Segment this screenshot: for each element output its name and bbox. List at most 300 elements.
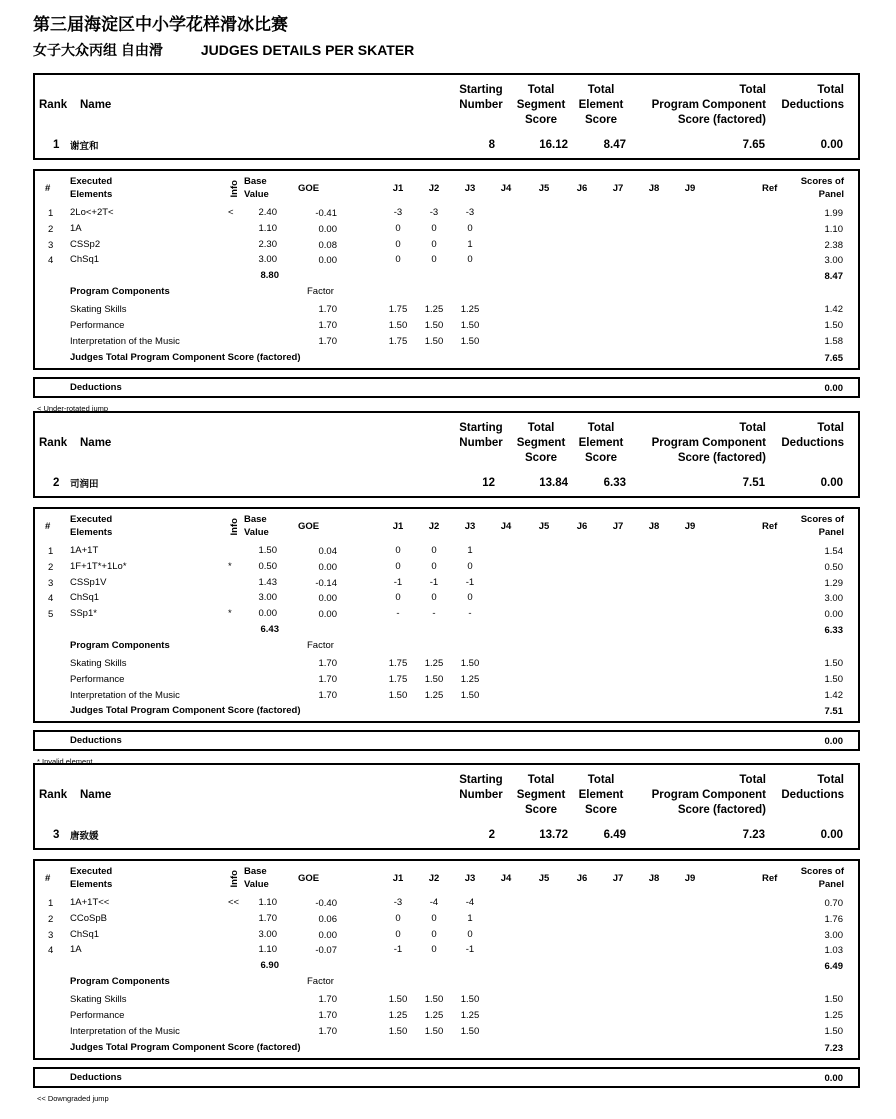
deductions-box (33, 377, 860, 398)
base-value-header: Value (244, 189, 269, 200)
judge-score: 1.50 (424, 994, 444, 1006)
element-panel-score: 1.76 (824, 913, 843, 925)
component-name: Skating Skills (70, 658, 127, 669)
legend-note: < Under-rotated jump (37, 403, 109, 413)
starting-header: Starting (459, 422, 503, 434)
deductions-header: Total (817, 422, 844, 434)
judge-score: 1.25 (460, 1010, 480, 1021)
pcs-header: Program Component (651, 99, 766, 111)
executed-elements-header: Elements (70, 527, 113, 538)
element-base-value: 1.70 (258, 912, 277, 924)
tss-header: Score (525, 452, 557, 464)
element-code: SSp1* (70, 608, 97, 620)
element-info: < (228, 207, 234, 218)
judge-score: -1 (465, 944, 475, 956)
element-panel-score: 1.29 (824, 577, 843, 589)
deductions-header: Total (817, 84, 844, 96)
base-value-total: 6.90 (260, 960, 279, 972)
starting-number: 12 (482, 477, 495, 489)
judge-score: 1.50 (388, 320, 408, 331)
goe-header: GOE (298, 183, 320, 194)
deductions-value: 0.00 (824, 382, 843, 394)
total-segment-score: 13.84 (539, 477, 568, 489)
element-panel-score: 0.70 (824, 898, 843, 909)
total-program-component-score: 7.51 (742, 477, 765, 489)
judge-score: 1 (467, 912, 473, 924)
tss-header: Score (525, 114, 557, 126)
tes-header: Score (585, 114, 617, 126)
deductions-header: Deductions (781, 437, 844, 449)
judges-total-score: 7.65 (824, 352, 843, 364)
judge-score: 0 (431, 254, 437, 266)
factor-label: Factor (307, 286, 334, 298)
base-value-header: Value (244, 527, 269, 538)
executed-elements-header: Executed (70, 866, 113, 877)
judge-header: J3 (464, 183, 476, 194)
component-name: Performance (70, 1010, 125, 1021)
factor-label: Factor (307, 640, 334, 651)
judge-header: J7 (612, 521, 624, 532)
judges-total-score: 7.23 (824, 1042, 843, 1054)
starting-header: Number (459, 437, 503, 449)
judge-score: 0 (467, 560, 473, 572)
referee-header: Ref (762, 183, 778, 194)
judge-score: 0 (431, 560, 437, 572)
tss-header: Total (527, 84, 555, 96)
judge-score: - (432, 608, 436, 620)
tss-header: Total (527, 774, 555, 786)
judge-score: 1.25 (460, 304, 480, 316)
element-goe: -0.40 (315, 898, 337, 909)
judge-score: 0 (395, 560, 401, 572)
element-number: 1 (48, 898, 54, 909)
judge-score: 0 (431, 912, 437, 924)
judge-header: J3 (464, 873, 476, 884)
judge-score: 1.25 (388, 1010, 408, 1021)
judge-header: J9 (684, 873, 696, 884)
component-name: Performance (70, 320, 125, 331)
total-element-score: 6.49 (603, 829, 626, 841)
judge-score: 1.25 (460, 673, 480, 685)
component-panel-score: 1.25 (824, 1010, 843, 1021)
total-element-score: 6.33 (603, 477, 626, 489)
element-base-value: 1.10 (258, 944, 277, 956)
element-score-total: 6.33 (824, 625, 843, 636)
program-components-label: Program Components (70, 976, 170, 988)
goe-header: GOE (298, 521, 320, 532)
element-number: 5 (48, 609, 54, 621)
element-base-value: 3.00 (258, 928, 277, 940)
element-goe: 0.00 (318, 223, 337, 235)
tes-header: Total (587, 84, 615, 96)
judge-score: 1.50 (424, 1025, 444, 1037)
name-header: Name (80, 789, 112, 801)
element-code: ChSq1 (70, 928, 100, 940)
tes-header: Element (578, 99, 624, 111)
legend-note: << Downgraded jump (37, 1093, 109, 1103)
panel-score-header: Panel (818, 189, 844, 200)
judge-score: -3 (429, 207, 439, 218)
tes-header: Total (587, 774, 615, 786)
element-goe: 0.04 (318, 546, 337, 557)
element-goe: 0.00 (318, 561, 337, 573)
judge-score: 1.75 (388, 673, 408, 685)
judge-score: 1.50 (460, 335, 480, 347)
total-segment-score: 16.12 (539, 139, 568, 151)
judge-score: 1.50 (460, 658, 480, 669)
judge-header: J2 (428, 521, 440, 532)
judge-score: 1.50 (460, 320, 480, 331)
starting-header: Number (459, 789, 503, 801)
judge-score: 0 (395, 592, 401, 604)
component-factor: 1.70 (318, 673, 337, 685)
judge-score: 0 (467, 592, 473, 604)
judge-score: 1.50 (388, 994, 408, 1006)
judge-score: 1.75 (388, 658, 408, 669)
component-factor: 1.70 (318, 304, 337, 316)
judge-score: -1 (465, 576, 475, 588)
judge-score: 1 (467, 238, 473, 250)
element-number: 3 (48, 577, 54, 589)
component-factor: 1.70 (318, 1010, 337, 1021)
judge-score: 1 (467, 545, 473, 556)
judge-score: 0 (431, 222, 437, 234)
judge-header: J2 (428, 183, 440, 194)
deductions-header: Deductions (781, 99, 844, 111)
judge-score: 0 (395, 545, 401, 556)
tes-header: Element (578, 789, 624, 801)
judge-score: -3 (465, 207, 475, 218)
deductions-label: Deductions (70, 735, 122, 747)
element-score-total: 6.49 (824, 961, 843, 973)
skater-name: 唐致媛 (70, 831, 99, 842)
judge-score: 0 (395, 254, 401, 266)
judge-score: 0 (467, 254, 473, 266)
element-goe: 0.00 (318, 929, 337, 941)
element-number-header: # (45, 873, 51, 884)
tss-header: Segment (516, 789, 566, 801)
skater-rank: 2 (53, 477, 60, 489)
element-number: 4 (48, 593, 54, 605)
judge-header: J2 (428, 873, 440, 884)
element-score-total: 8.47 (824, 271, 843, 283)
starting-number: 2 (488, 829, 495, 841)
judge-score: 1.50 (388, 1025, 408, 1037)
rank-header: Rank (39, 99, 68, 111)
judge-score: 1.25 (424, 304, 444, 316)
element-goe: 0.00 (318, 593, 337, 605)
element-code: 1A+1T (70, 545, 99, 556)
base-value-header: Value (244, 879, 269, 890)
program-components-label: Program Components (70, 640, 170, 651)
tes-header: Score (585, 452, 617, 464)
element-panel-score: 0.50 (824, 561, 843, 573)
judge-score: 1.25 (424, 658, 444, 669)
judge-score: 0 (395, 238, 401, 250)
info-header: Info (228, 518, 240, 536)
tss-header: Segment (516, 99, 566, 111)
pcs-header: Score (factored) (677, 804, 766, 816)
element-panel-score: 1.10 (824, 223, 843, 235)
executed-elements-header: Executed (70, 176, 113, 187)
element-info: * (228, 560, 232, 572)
name-header: Name (80, 437, 112, 449)
deductions-box (33, 730, 860, 751)
component-name: Skating Skills (70, 994, 127, 1006)
element-base-value: 1.50 (258, 545, 277, 556)
judge-header: J4 (500, 521, 512, 532)
judge-score: 0 (467, 928, 473, 940)
judge-header: J6 (576, 183, 588, 194)
tes-header: Element (578, 437, 624, 449)
judge-score: 1.50 (424, 335, 444, 347)
judge-score: 1.50 (460, 994, 480, 1006)
base-value-total: 6.43 (260, 624, 279, 635)
base-value-header: Base (244, 866, 267, 877)
judge-score: 0 (467, 222, 473, 234)
element-panel-score: 0.00 (824, 609, 843, 621)
element-number: 2 (48, 223, 54, 235)
total-program-component-score: 7.23 (742, 829, 765, 841)
pcs-header: Total (739, 774, 766, 786)
total-deductions: 0.00 (820, 139, 843, 151)
judge-header: J5 (538, 873, 550, 884)
element-panel-score: 3.00 (824, 255, 843, 267)
rank-header: Rank (39, 437, 68, 449)
judge-header: J7 (612, 183, 624, 194)
element-goe: -0.14 (315, 577, 337, 589)
element-base-value: 1.10 (258, 897, 277, 908)
element-panel-score: 1.99 (824, 208, 843, 219)
element-goe: 0.00 (318, 255, 337, 267)
deductions-label: Deductions (70, 1071, 122, 1083)
legend-note: * Invalid element (37, 757, 93, 767)
deductions-label: Deductions (70, 381, 122, 393)
element-panel-score: 3.00 (824, 593, 843, 605)
judges-total-score: 7.51 (824, 706, 843, 718)
judge-score: -1 (393, 944, 403, 956)
skater-name: 司润田 (70, 479, 99, 490)
judge-header: J8 (648, 183, 660, 194)
referee-header: Ref (762, 873, 778, 884)
component-panel-score: 1.42 (824, 689, 843, 701)
component-factor: 1.70 (318, 1025, 337, 1037)
rank-header: Rank (39, 789, 68, 801)
component-panel-score: 1.50 (824, 658, 843, 669)
component-panel-score: 1.50 (824, 673, 843, 685)
judge-score: 1.25 (424, 1010, 444, 1021)
component-name: Skating Skills (70, 304, 127, 316)
judge-header: J9 (684, 521, 696, 532)
component-factor: 1.70 (318, 689, 337, 701)
component-panel-score: 1.50 (824, 1025, 843, 1037)
judge-header: J9 (684, 183, 696, 194)
element-info: * (228, 608, 232, 620)
base-value-header: Base (244, 176, 267, 187)
judge-score: -3 (393, 207, 403, 218)
element-code: 1F+1T*+1Lo* (70, 560, 127, 572)
element-panel-score: 1.03 (824, 945, 843, 957)
skater-name: 谢宜和 (70, 141, 99, 152)
pcs-header: Score (factored) (677, 452, 766, 464)
base-value-header: Base (244, 514, 267, 525)
pcs-header: Program Component (651, 789, 766, 801)
judge-header: J7 (612, 873, 624, 884)
element-panel-score: 1.54 (824, 546, 843, 557)
judge-score: 1.50 (424, 673, 444, 685)
component-factor: 1.70 (318, 658, 337, 669)
starting-header: Starting (459, 84, 503, 96)
element-info: << (228, 897, 240, 908)
judge-header: J3 (464, 521, 476, 532)
tes-header: Score (585, 804, 617, 816)
element-number: 3 (48, 929, 54, 941)
element-panel-score: 3.00 (824, 929, 843, 941)
judge-header: J1 (392, 521, 404, 532)
element-code: 1A (70, 944, 82, 956)
page-subtitle (33, 43, 414, 57)
element-code: CSSp1V (70, 576, 107, 588)
starting-header: Starting (459, 774, 503, 786)
panel-score-header: Scores of (800, 514, 844, 525)
deductions-box (33, 1067, 860, 1088)
program-components-label: Program Components (70, 286, 170, 298)
judge-header: J5 (538, 183, 550, 194)
tss-header: Score (525, 804, 557, 816)
component-panel-score: 1.50 (824, 320, 843, 331)
component-panel-score: 1.50 (824, 994, 843, 1006)
element-base-value: 1.10 (258, 222, 277, 234)
judge-score: 0 (431, 944, 437, 956)
goe-header: GOE (298, 873, 320, 884)
judge-score: 1.50 (424, 320, 444, 331)
judge-score: 0 (395, 912, 401, 924)
judge-score: 0 (395, 928, 401, 940)
element-base-value: 3.00 (258, 254, 277, 266)
tes-header: Total (587, 422, 615, 434)
judge-header: J1 (392, 183, 404, 194)
element-code: CSSp2 (70, 238, 101, 250)
judge-header: J4 (500, 873, 512, 884)
judge-score: -4 (465, 897, 475, 908)
element-goe: 0.06 (318, 913, 337, 925)
component-factor: 1.70 (318, 335, 337, 347)
skater-rank: 1 (53, 139, 60, 151)
deductions-header: Total (817, 774, 844, 786)
judge-header: J6 (576, 521, 588, 532)
judge-score: - (396, 608, 400, 620)
element-number: 2 (48, 913, 54, 925)
judge-score: 0 (431, 592, 437, 604)
element-base-value: 3.00 (258, 592, 277, 604)
factor-label: Factor (307, 976, 334, 988)
element-number: 1 (48, 546, 54, 557)
judge-score: 1.75 (388, 304, 408, 316)
judge-score: 1.50 (460, 689, 480, 701)
deductions-header: Deductions (781, 789, 844, 801)
element-goe: -0.07 (315, 945, 337, 957)
element-base-value: 0.00 (258, 608, 277, 620)
judge-score: 1.25 (424, 689, 444, 701)
judge-score: -4 (429, 897, 439, 908)
element-number: 2 (48, 561, 54, 573)
deductions-value: 0.00 (824, 1072, 843, 1084)
judges-total-label: Judges Total Program Component Score (factored) (70, 351, 301, 363)
element-number: 1 (48, 208, 54, 219)
starting-number: 8 (488, 139, 495, 151)
element-panel-score: 2.38 (824, 239, 843, 251)
judge-score: -1 (429, 576, 439, 588)
judges-total-label: Judges Total Program Component Score (factored) (70, 705, 301, 717)
panel-score-header: Scores of (800, 866, 844, 877)
report-type-label: JUDGES DETAILS PER SKATER (200, 42, 415, 58)
judge-score: 0 (395, 222, 401, 234)
judge-header: J5 (538, 521, 550, 532)
element-number: 4 (48, 255, 54, 267)
component-name: Interpretation of the Music (70, 689, 180, 701)
element-base-value: 2.30 (258, 238, 277, 250)
element-code: ChSq1 (70, 592, 100, 604)
element-goe: 0.00 (318, 609, 337, 621)
element-base-value: 2.40 (258, 207, 277, 218)
panel-score-header: Panel (818, 527, 844, 538)
component-name: Performance (70, 673, 125, 685)
name-header: Name (80, 99, 112, 111)
total-element-score: 8.47 (603, 139, 626, 151)
judges-total-label: Judges Total Program Component Score (factored) (70, 1041, 301, 1053)
judge-score: 1.75 (388, 335, 408, 347)
info-header: Info (228, 870, 240, 888)
element-base-value: 0.50 (258, 560, 277, 572)
element-code: CCoSpB (70, 912, 107, 924)
judge-score: 1.50 (460, 1025, 480, 1037)
judge-score: -3 (393, 897, 403, 908)
pcs-header: Score (factored) (677, 114, 766, 126)
judge-header: J4 (500, 183, 512, 194)
panel-score-header: Scores of (800, 176, 844, 187)
pcs-header: Total (739, 422, 766, 434)
element-number-header: # (45, 183, 51, 194)
executed-elements-header: Elements (70, 189, 113, 200)
judge-header: J8 (648, 521, 660, 532)
tss-header: Total (527, 422, 555, 434)
component-factor: 1.70 (318, 320, 337, 331)
panel-score-header: Panel (818, 879, 844, 890)
total-deductions: 0.00 (820, 477, 843, 489)
element-goe: -0.41 (315, 208, 337, 219)
starting-header: Number (459, 99, 503, 111)
judge-score: 0 (431, 238, 437, 250)
element-number: 3 (48, 239, 54, 251)
component-name: Interpretation of the Music (70, 1025, 180, 1037)
judge-header: J6 (576, 873, 588, 884)
judge-score: 0 (431, 928, 437, 940)
element-base-value: 1.43 (258, 576, 277, 588)
judge-score: -1 (393, 576, 403, 588)
judge-header: J1 (392, 873, 404, 884)
pcs-header: Program Component (651, 437, 766, 449)
judge-score: 0 (431, 545, 437, 556)
element-number: 4 (48, 945, 54, 957)
element-goe: 0.08 (318, 239, 337, 251)
category-label: 女子大众丙组 自由滑 (33, 42, 163, 58)
component-panel-score: 1.58 (824, 335, 843, 347)
judge-score: 1.50 (388, 689, 408, 701)
element-code: ChSq1 (70, 254, 100, 266)
pcs-header: Total (739, 84, 766, 96)
element-code: 2Lo<+2T< (70, 207, 114, 218)
base-value-total: 8.80 (260, 270, 279, 282)
